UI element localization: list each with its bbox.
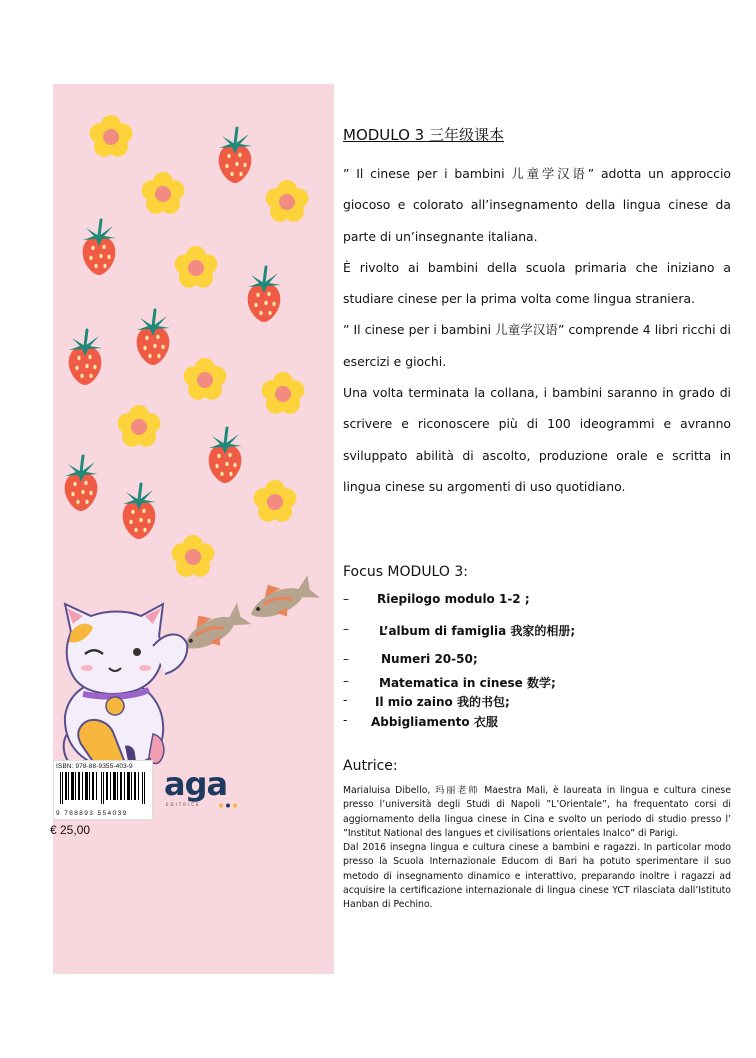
bio-paragraph: Marialuisa Dibello, 玛丽老师 Maestra Mali, è laureata in lingua e cultura cinese presso l’università degli Studi di Napoli ”L’Orientale”, ha frequentato corsi di aggiornamento della lingua cinese in Cina e svolto un periodo di studio presso l’ ”Institut National des langues et civilisations orientales Inalco” di Parigi. xyxy=(343,785,731,839)
list-item-label: Abbigliamento 衣服 xyxy=(371,715,498,729)
intro-paragraph: È rivolto ai bambini della scuola primaria che iniziano a studiare cinese per la prima volta come lingua straniera. xyxy=(343,259,731,307)
bio-paragraph: Dal 2016 insegna lingua e cultura cinese a bambini e ragazzi. In particolar modo presso la Scuola Internazionale Educom di Bari ha potuto sperimentare il suo metodo di insegnamento dinamico e interattivo, preparando inoltre i ragazzi ad acquisire la certificazione internazionale di lingua cinese YCT rilasciata dall’Istituto Hanban di Pechino. xyxy=(343,842,731,911)
flower-icon xyxy=(266,180,309,222)
strawberry-icon xyxy=(83,220,116,275)
flower-icon xyxy=(90,115,133,157)
book-title: MODULO 3 三年级课本 xyxy=(343,126,504,144)
strawberry-icon xyxy=(209,428,242,483)
author-bio xyxy=(343,784,731,913)
intro-paragraph: Una volta terminata la collana, i bambini saranno in grado di scrivere e riconoscere più di 100 ideogrammi e avranno sviluppato abilità di ascolto, produzione orale e scritta in lingua cinese su argomenti di uso quotidiano. xyxy=(343,385,731,494)
strawberry-icon xyxy=(69,330,102,385)
flower-icon xyxy=(142,172,185,214)
pattern-artwork xyxy=(53,84,334,974)
list-item-label: Riepilogo modulo 1-2 ; xyxy=(377,592,530,606)
list-item-label: L’album di famiglia 我家的相册; xyxy=(379,624,576,638)
intro-text xyxy=(343,158,731,502)
strawberry-icon xyxy=(248,267,281,322)
flower-icon xyxy=(254,480,297,522)
list-dash: - xyxy=(343,693,348,707)
list-dash: – xyxy=(343,674,349,688)
logo-dots-icon xyxy=(218,803,238,808)
list-dash: – xyxy=(343,592,349,606)
barcode xyxy=(53,760,153,820)
intro-paragraph: ” Il cinese per i bambini 儿童学汉语” adotta un approccio giocoso e colorato all’insegnamento della lingua cinese da parte di un’insegnante italiana. xyxy=(343,166,731,244)
publisher-logo-subtitle: EDITRICE xyxy=(166,802,201,807)
barcode-bars xyxy=(60,772,146,804)
strawberry-icon xyxy=(137,310,170,365)
list-item-label: Numeri 20-50; xyxy=(381,652,478,666)
flower-icon xyxy=(184,358,227,400)
flower-icon xyxy=(172,535,215,577)
back-cover-illustration xyxy=(53,84,334,974)
list-item-label: Matematica in cinese 数学; xyxy=(379,676,556,690)
publisher-logo: aga xyxy=(164,765,228,803)
list-dash: – xyxy=(343,622,349,636)
list-dash: – xyxy=(343,652,349,666)
strawberry-icon xyxy=(65,456,98,511)
flower-icon xyxy=(262,372,305,414)
price: € 25,00 xyxy=(50,823,91,837)
flower-icon xyxy=(175,246,218,288)
isbn-text: ISBN: 978-88-9355-403-9 xyxy=(56,763,133,770)
list-item-label: Il mio zaino 我的书包; xyxy=(375,695,510,709)
strawberry-icon xyxy=(219,128,252,183)
flower-icon xyxy=(118,405,161,447)
fish-icon xyxy=(242,567,321,630)
list-dash: - xyxy=(343,713,348,727)
intro-paragraph: ” Il cinese per i bambini 儿童学汉语” comprende 4 libri ricchi di esercizi e giochi. xyxy=(343,322,731,369)
strawberry-icon xyxy=(123,484,156,539)
barcode-number: 9 788893 554039 xyxy=(56,810,128,817)
author-heading: Autrice: xyxy=(343,758,398,774)
focus-heading: Focus MODULO 3: xyxy=(343,564,468,580)
